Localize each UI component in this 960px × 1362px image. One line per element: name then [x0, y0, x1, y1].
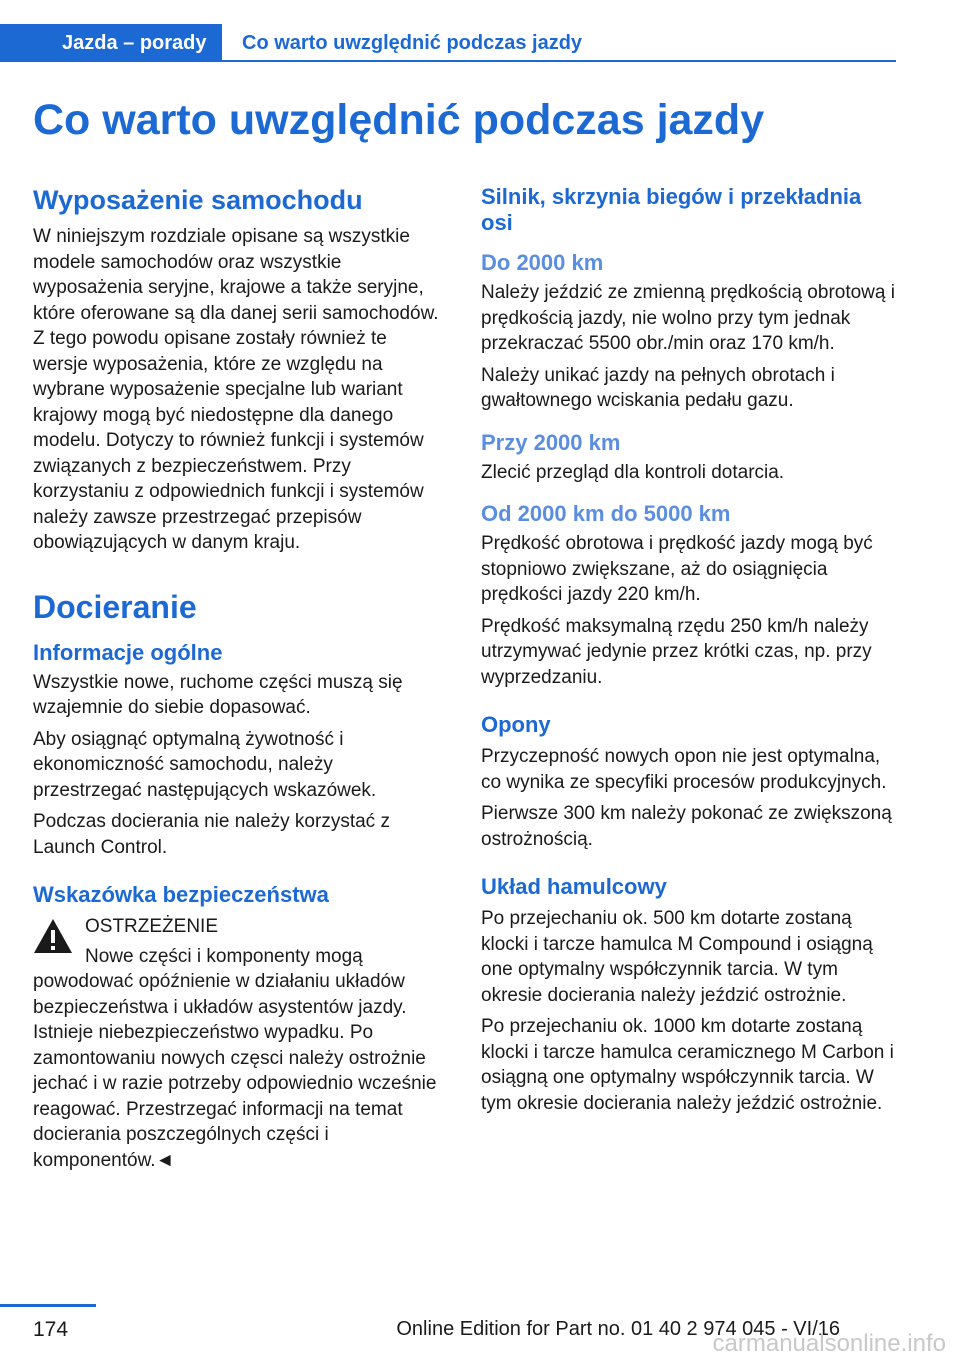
from-2000-to-5000-p1: Prędkość obrotowa i prędkość jazdy mogą być stopniowo zwiększane, aż do osiągnięcia prędkości jazdy 220 km/h. — [481, 533, 873, 605]
section-tab[interactable]: Jazda – porady — [0, 24, 222, 62]
right-column — [481, 184, 899, 1122]
brakes-p2: Po przejechaniu ok. 1000 km dotarte zostaną klocki i tarcze hamulca ceramicznego M Carbon i osiągną one optymalny współczynnik tarcia. W tym okresie docierania należy jeździć ostrożnie. — [481, 1016, 894, 1114]
footer-rule — [0, 1304, 96, 1307]
from-2000-to-5000-p2: Prędkość maksymalną rzędu 250 km/h należy utrzymywać jedynie przez krótki czas, np. przy wyprzedzaniu. — [481, 615, 872, 688]
tires-p2: Pierwsze 300 km należy pokonać ze zwiększoną ostrożnością. — [481, 803, 892, 850]
general-info-heading: Informacje ogólne — [33, 639, 223, 665]
break-in-heading: Docieranie — [33, 588, 197, 625]
safety-heading: Wskazówka bezpieczeństwa — [33, 882, 329, 907]
header-rule — [222, 60, 896, 62]
at-2000-p1: Zlecić przegląd dla kontroli dotarcia. — [481, 461, 785, 483]
tires-p1: Przyczepność nowych opon nie jest optymalna, co wynika ze specyfiki procesów produkcyjnych. — [481, 746, 887, 793]
warning-label: OSTRZEŻENIE — [85, 916, 219, 937]
left-column — [33, 184, 445, 1173]
watermark: carmanualsonline.info — [712, 1330, 946, 1357]
general-info-p1: Wszystkie nowe, ruchome części muszą się wzajemnie do siebie dopasować. — [33, 671, 403, 718]
up-to-2000-heading: Do 2000 km — [481, 250, 604, 275]
page-header — [0, 0, 960, 62]
tires-heading: Opony — [481, 712, 551, 737]
topic-tab[interactable]: Co warto uwzględnić podczas jazdy — [242, 32, 583, 54]
equipment-heading: Wyposażenie samochodu — [33, 185, 363, 215]
page-number: 174 — [33, 1318, 69, 1341]
general-info-p3: Podczas docierania nie należy korzystać z Launch Control. — [33, 811, 390, 858]
up-to-2000-p1: Należy jeździć ze zmienną prędkością obrotową i prędkością jazdy, nie wolno przy tym jednak przekraczać 5500 obr./min oraz 170 km/h. — [481, 282, 895, 354]
brakes-p1: Po przejechaniu ok. 500 km dotarte zostaną klocki i tarcze hamulca M Compound i osiągną one optymalny współczynnik tarcia. W tym okresie docierania należy jeździć ostrożnie. — [481, 908, 873, 1006]
warning-box — [33, 914, 445, 1173]
up-to-2000-p2: Należy unikać jazdy na pełnych obrotach i gwałtownego wciskania pedału gazu. — [481, 364, 835, 411]
equipment-text: W niniejszym rozdziale opisane są wszystkie modele samochodów oraz wszystkie wyposażenia seryjne, krajowe a także seryjne, które oferowane są dla danej serii samochodów. Z tego powodu opisane zostały również te wersje wyposażenia, które ze względu na wybrane wyposażenie specjalne lub wariant krajowy mogą być niedostępne dla danego modelu. Dotyczy to również funkcji i systemów związanych z bezpieczeństwem. Przy korzystaniu z odpowiednich funkcji i systemów należy zawsze przestrzegać przepisów obowiązujących w danym kraju. — [33, 226, 439, 553]
page-title: Co warto uwzględnić podczas jazdy — [33, 96, 765, 144]
general-info-p2: Aby osiągnąć optymalną żywotność i ekonomiczność samochodu, należy przestrzegać następujących wskazówek. — [33, 728, 377, 801]
warning-triangle-icon — [33, 918, 73, 954]
warning-text: Nowe części i komponenty mogą powodować opóźnienie w działaniu układów bezpieczeństwa i układów asystentów jazdy. Istnieje niebezpieczeństwo wypadku. Po zamontowaniu nowych częsci należy ostrożnie jechać i w razie potrzeby odpowiednio wcześnie reagować. Przestrzegać informacji na temat docierania poszczególnych części i komponentów.◄ — [33, 945, 437, 1171]
edition-info: Online Edition for Part no. 01 40 2 974 045 - VI/16 — [396, 1318, 840, 1340]
at-2000-heading: Przy 2000 km — [481, 429, 621, 455]
engine-heading: Silnik, skrzynia biegów i przekładnia osi — [481, 184, 862, 235]
from-2000-to-5000-heading: Od 2000 km do 5000 km — [481, 501, 731, 526]
brakes-heading: Układ hamulcowy — [481, 874, 667, 899]
